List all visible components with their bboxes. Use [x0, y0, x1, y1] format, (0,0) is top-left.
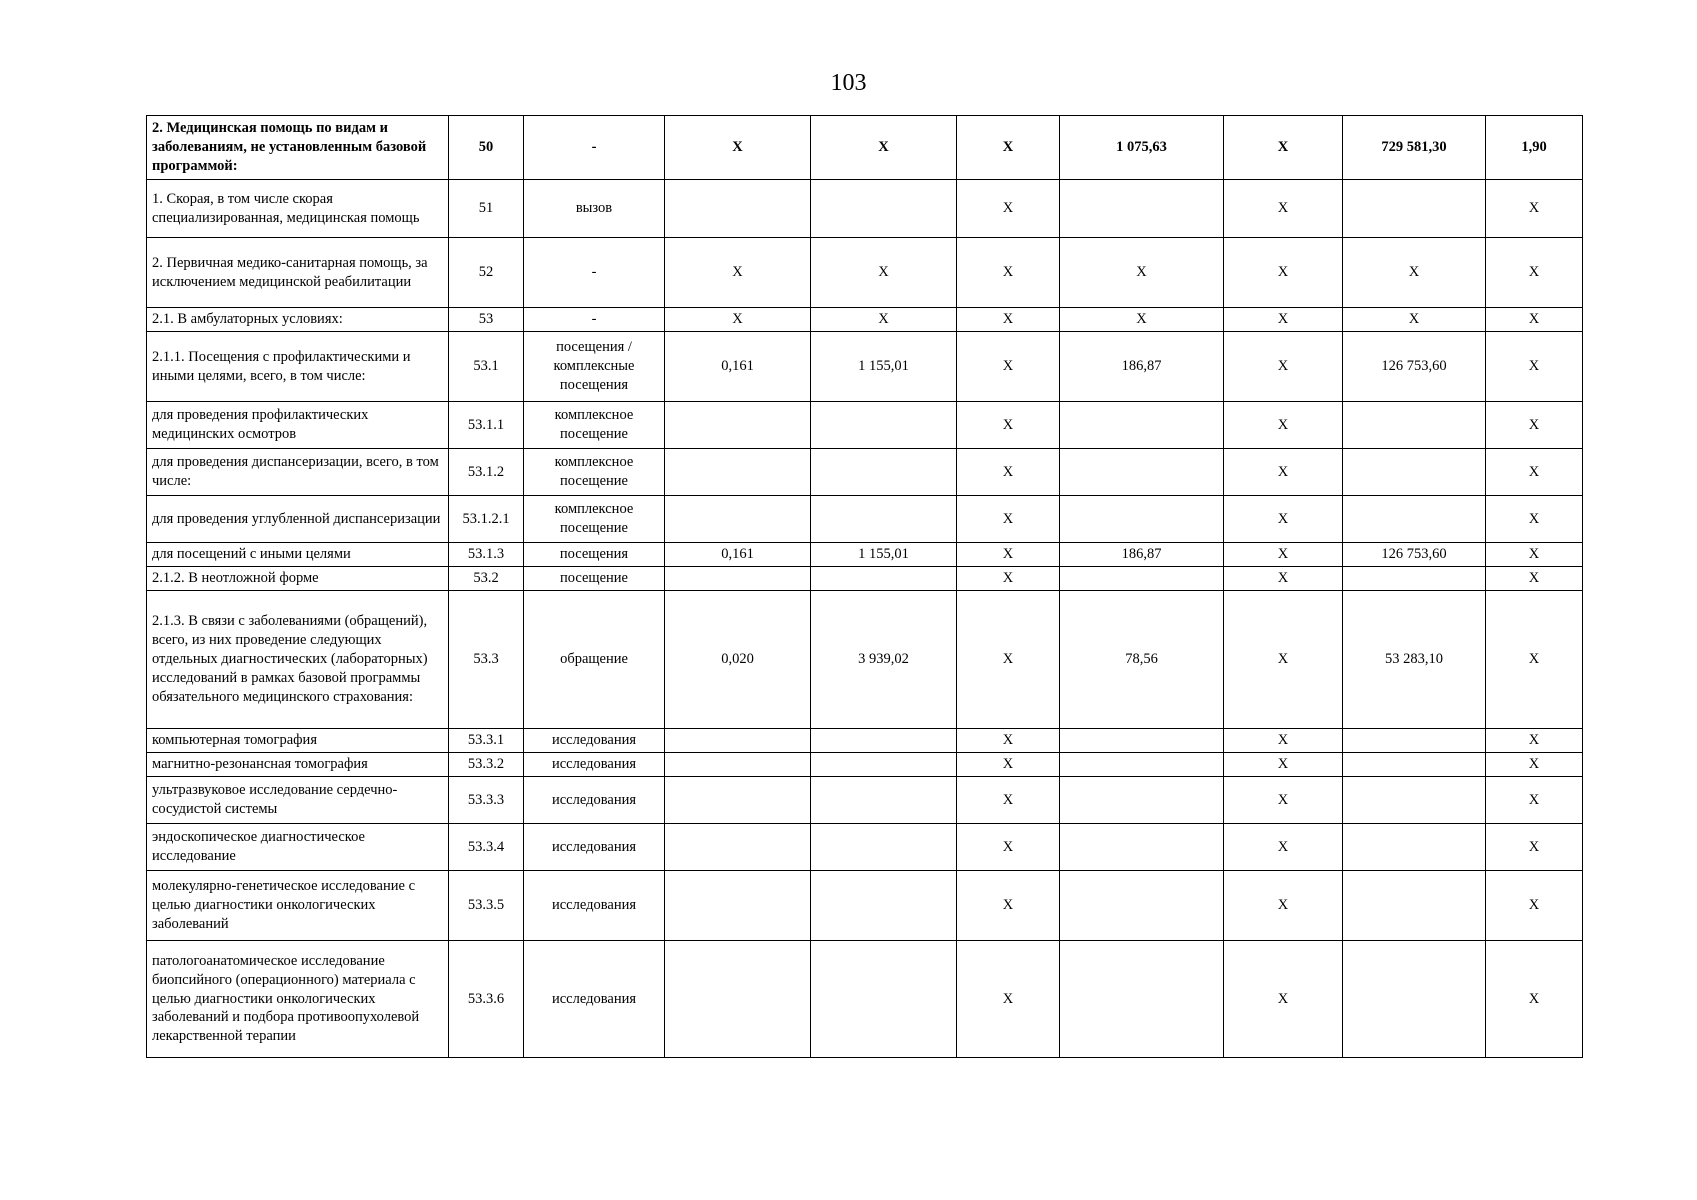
value-cell	[1343, 824, 1486, 871]
value-cell	[665, 871, 811, 941]
line-number-cell: 53.3.2	[449, 753, 524, 777]
unit-cell: -	[524, 308, 665, 332]
table-row	[147, 824, 1583, 871]
value-cell	[811, 777, 957, 824]
value-cell: X	[1486, 332, 1583, 402]
value-cell: X	[1224, 180, 1343, 238]
value-cell	[1060, 777, 1224, 824]
value-cell: X	[957, 180, 1060, 238]
unit-cell: -	[524, 116, 665, 180]
unit-cell: исследования	[524, 941, 665, 1058]
value-cell	[811, 941, 957, 1058]
value-cell: 0,020	[665, 591, 811, 729]
value-cell	[811, 449, 957, 496]
value-cell: X	[811, 238, 957, 308]
line-number-cell: 53.1.2.1	[449, 496, 524, 543]
value-cell: X	[665, 116, 811, 180]
table-row	[147, 496, 1583, 543]
value-cell: 186,87	[1060, 543, 1224, 567]
value-cell: X	[957, 824, 1060, 871]
line-number-cell: 53.1.3	[449, 543, 524, 567]
value-cell	[1343, 871, 1486, 941]
value-cell: 0,161	[665, 543, 811, 567]
line-number-cell: 53.3.3	[449, 777, 524, 824]
value-cell	[811, 402, 957, 449]
line-number-cell: 53.2	[449, 567, 524, 591]
value-cell: X	[811, 116, 957, 180]
value-cell: X	[1486, 753, 1583, 777]
value-cell: X	[1224, 729, 1343, 753]
value-cell	[665, 729, 811, 753]
value-cell: 53 283,10	[1343, 591, 1486, 729]
value-cell	[665, 777, 811, 824]
value-cell	[1060, 729, 1224, 753]
value-cell: X	[665, 238, 811, 308]
unit-cell: вызов	[524, 180, 665, 238]
unit-cell: исследования	[524, 753, 665, 777]
value-cell: X	[1343, 308, 1486, 332]
row-name-cell: 2. Медицинская помощь по видам и заболеваниям, не установленным базовой программой:	[147, 116, 449, 180]
value-cell: X	[1060, 308, 1224, 332]
table-row	[147, 591, 1583, 729]
line-number-cell: 53.1.1	[449, 402, 524, 449]
table-row	[147, 777, 1583, 824]
line-number-cell: 50	[449, 116, 524, 180]
table-row	[147, 116, 1583, 180]
value-cell	[1060, 824, 1224, 871]
value-cell	[665, 941, 811, 1058]
value-cell: X	[1224, 824, 1343, 871]
value-cell: X	[957, 591, 1060, 729]
table-row	[147, 871, 1583, 941]
row-name-cell: магнитно-резонансная томография	[147, 753, 449, 777]
value-cell: X	[1486, 567, 1583, 591]
value-cell: X	[957, 116, 1060, 180]
line-number-cell: 51	[449, 180, 524, 238]
row-name-cell: патологоанатомическое исследование биопсийного (операционного) материала с целью диагностики онкологических заболеваний и подбора противоопухолевой лекарственной терапии	[147, 941, 449, 1058]
value-cell: X	[1224, 496, 1343, 543]
value-cell	[1060, 449, 1224, 496]
line-number-cell: 53.1	[449, 332, 524, 402]
unit-cell: исследования	[524, 824, 665, 871]
value-cell: X	[957, 871, 1060, 941]
value-cell	[1343, 180, 1486, 238]
value-cell: X	[1486, 496, 1583, 543]
value-cell: X	[1224, 543, 1343, 567]
value-cell	[1343, 729, 1486, 753]
table-body	[147, 116, 1583, 1058]
value-cell: X	[1224, 402, 1343, 449]
value-cell	[1060, 496, 1224, 543]
row-name-cell: для посещений с иными целями	[147, 543, 449, 567]
value-cell: X	[957, 941, 1060, 1058]
value-cell: X	[1486, 238, 1583, 308]
value-cell: X	[1343, 238, 1486, 308]
row-name-cell: для проведения диспансеризации, всего, в том числе:	[147, 449, 449, 496]
value-cell: X	[1224, 332, 1343, 402]
value-cell: 1 155,01	[811, 332, 957, 402]
table-row	[147, 941, 1583, 1058]
line-number-cell: 53	[449, 308, 524, 332]
value-cell	[1343, 777, 1486, 824]
value-cell	[1343, 402, 1486, 449]
data-table	[146, 115, 1583, 1058]
value-cell: X	[1224, 567, 1343, 591]
row-name-cell: молекулярно-генетическое исследование с целью диагностики онкологических заболеваний	[147, 871, 449, 941]
unit-cell: комплексное посещение	[524, 402, 665, 449]
row-name-cell: ультразвуковое исследование сердечно-сосудистой системы	[147, 777, 449, 824]
value-cell: 126 753,60	[1343, 332, 1486, 402]
value-cell: X	[957, 402, 1060, 449]
value-cell: 729 581,30	[1343, 116, 1486, 180]
value-cell: X	[1224, 449, 1343, 496]
value-cell: X	[1486, 180, 1583, 238]
row-name-cell: 2.1.1. Посещения с профилактическими и иными целями, всего, в том числе:	[147, 332, 449, 402]
value-cell	[811, 824, 957, 871]
value-cell	[1343, 753, 1486, 777]
row-name-cell: для проведения профилактических медицинских осмотров	[147, 402, 449, 449]
value-cell	[1060, 402, 1224, 449]
value-cell: X	[957, 308, 1060, 332]
unit-cell: исследования	[524, 729, 665, 753]
value-cell	[1060, 941, 1224, 1058]
value-cell	[1060, 871, 1224, 941]
value-cell: X	[957, 332, 1060, 402]
value-cell	[811, 496, 957, 543]
line-number-cell: 53.3.1	[449, 729, 524, 753]
value-cell: X	[957, 777, 1060, 824]
value-cell: 1,90	[1486, 116, 1583, 180]
value-cell	[811, 753, 957, 777]
unit-cell: исследования	[524, 777, 665, 824]
unit-cell: посещения	[524, 543, 665, 567]
line-number-cell: 53.1.2	[449, 449, 524, 496]
value-cell	[1343, 449, 1486, 496]
row-name-cell: 2.1.2. В неотложной форме	[147, 567, 449, 591]
value-cell	[811, 871, 957, 941]
value-cell: X	[957, 729, 1060, 753]
value-cell: 0,161	[665, 332, 811, 402]
value-cell: X	[957, 238, 1060, 308]
value-cell: 1 075,63	[1060, 116, 1224, 180]
row-name-cell: 2.1. В амбулаторных условиях:	[147, 308, 449, 332]
table-row	[147, 332, 1583, 402]
value-cell: X	[957, 543, 1060, 567]
unit-cell: исследования	[524, 871, 665, 941]
value-cell: X	[1060, 238, 1224, 308]
value-cell: 186,87	[1060, 332, 1224, 402]
table-row	[147, 449, 1583, 496]
table-row	[147, 402, 1583, 449]
value-cell: X	[1224, 308, 1343, 332]
value-cell: X	[1486, 449, 1583, 496]
value-cell: 78,56	[1060, 591, 1224, 729]
unit-cell: обращение	[524, 591, 665, 729]
value-cell: 126 753,60	[1343, 543, 1486, 567]
table-row	[147, 567, 1583, 591]
value-cell: X	[1224, 941, 1343, 1058]
value-cell: X	[1486, 729, 1583, 753]
value-cell	[665, 449, 811, 496]
value-cell	[665, 180, 811, 238]
value-cell: X	[1224, 871, 1343, 941]
value-cell: X	[1224, 753, 1343, 777]
value-cell: 1 155,01	[811, 543, 957, 567]
line-number-cell: 53.3.5	[449, 871, 524, 941]
table-row	[147, 543, 1583, 567]
unit-cell: посещения / комплексные посещения	[524, 332, 665, 402]
value-cell: X	[957, 449, 1060, 496]
value-cell	[1343, 941, 1486, 1058]
value-cell	[665, 753, 811, 777]
value-cell	[665, 496, 811, 543]
value-cell: X	[1486, 777, 1583, 824]
value-cell: X	[1486, 402, 1583, 449]
value-cell: X	[1224, 591, 1343, 729]
value-cell	[811, 180, 957, 238]
line-number-cell: 53.3.4	[449, 824, 524, 871]
value-cell: X	[1224, 777, 1343, 824]
value-cell	[1060, 753, 1224, 777]
row-name-cell: эндоскопическое диагностическое исследование	[147, 824, 449, 871]
value-cell	[811, 567, 957, 591]
value-cell: X	[1224, 238, 1343, 308]
unit-cell: -	[524, 238, 665, 308]
row-name-cell: компьютерная томография	[147, 729, 449, 753]
value-cell: X	[1486, 941, 1583, 1058]
value-cell	[1343, 567, 1486, 591]
row-name-cell: для проведения углубленной диспансеризации	[147, 496, 449, 543]
value-cell	[1060, 567, 1224, 591]
row-name-cell: 1. Скорая, в том числе скорая специализированная, медицинская помощь	[147, 180, 449, 238]
value-cell: X	[957, 753, 1060, 777]
value-cell: X	[1486, 543, 1583, 567]
value-cell: X	[1224, 116, 1343, 180]
line-number-cell: 52	[449, 238, 524, 308]
value-cell	[1060, 180, 1224, 238]
page-number: 103	[830, 70, 867, 96]
value-cell: X	[1486, 308, 1583, 332]
row-name-cell: 2.1.3. В связи с заболеваниями (обращений), всего, из них проведение следующих отдельных диагностических (лабораторных) исследований в рамках базовой программы обязательного медицинского страхования:	[147, 591, 449, 729]
table-row	[147, 308, 1583, 332]
value-cell: X	[811, 308, 957, 332]
line-number-cell: 53.3.6	[449, 941, 524, 1058]
value-cell: X	[1486, 591, 1583, 729]
table-row	[147, 753, 1583, 777]
value-cell: X	[957, 567, 1060, 591]
value-cell	[811, 729, 957, 753]
value-cell: X	[957, 496, 1060, 543]
line-number-cell: 53.3	[449, 591, 524, 729]
table-row	[147, 180, 1583, 238]
value-cell	[665, 402, 811, 449]
value-cell: X	[665, 308, 811, 332]
value-cell: X	[1486, 871, 1583, 941]
value-cell	[665, 824, 811, 871]
unit-cell: посещение	[524, 567, 665, 591]
value-cell: 3 939,02	[811, 591, 957, 729]
table-row	[147, 238, 1583, 308]
row-name-cell: 2. Первичная медико-санитарная помощь, за исключением медицинской реабилитации	[147, 238, 449, 308]
value-cell	[665, 567, 811, 591]
value-cell	[1343, 496, 1486, 543]
unit-cell: комплексное посещение	[524, 449, 665, 496]
unit-cell: комплексное посещение	[524, 496, 665, 543]
table-row	[147, 729, 1583, 753]
value-cell: X	[1486, 824, 1583, 871]
